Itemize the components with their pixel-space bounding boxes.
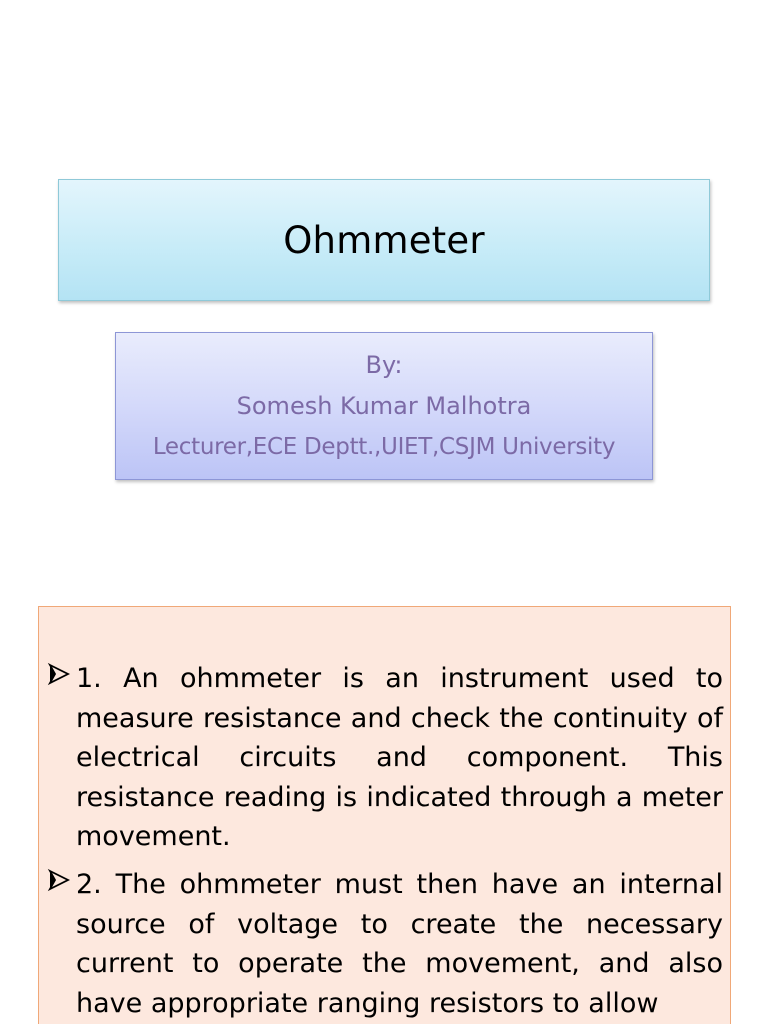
author-name: Somesh Kumar Malhotra bbox=[236, 391, 532, 420]
bullet-list bbox=[47, 659, 723, 1024]
slide-title: Ohmmeter bbox=[283, 218, 485, 262]
arrowhead-bullet-icon bbox=[47, 868, 71, 892]
author-by-label: By: bbox=[365, 350, 403, 379]
author-box bbox=[115, 332, 653, 480]
arrowhead-bullet-icon bbox=[47, 662, 71, 686]
bullet-text: 2. The ohmmeter must then have an internal source of voltage to create the necessary current to operate the movement, and also have appropriate ranging resistors to allow bbox=[76, 868, 723, 1019]
bullet-text: 1. An ohmmeter is an instrument used to measure resistance and check the continuity of electrical circuits and component. This resistance reading is indicated through a meter movement. bbox=[76, 663, 723, 853]
content-box bbox=[38, 606, 731, 1024]
bullet-item bbox=[47, 865, 723, 1023]
title-box bbox=[58, 179, 710, 301]
author-position: Lecturer,ECE Deptt.,UIET,CSJM University bbox=[152, 433, 616, 460]
bullet-item bbox=[47, 659, 723, 857]
